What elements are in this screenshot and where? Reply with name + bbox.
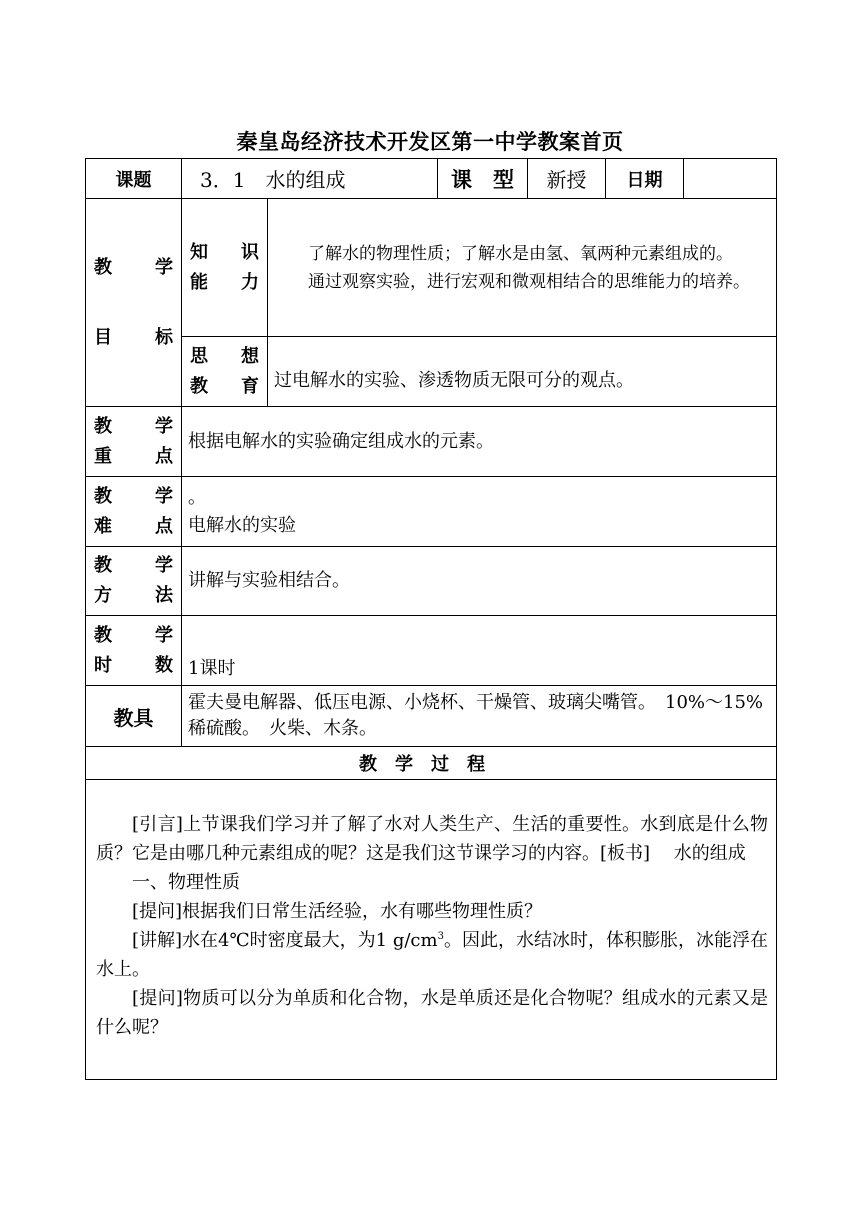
date-value: [684, 159, 777, 199]
method-text: 讲解与实验相结合。: [182, 547, 777, 616]
process-paragraph-explanation: [96, 926, 768, 984]
hours-row: [86, 616, 777, 686]
method-label: [86, 547, 182, 616]
process-body-row: [86, 780, 777, 1080]
equipment-label: 教具: [86, 686, 182, 747]
difficulty-text-line2: 电解水的实验: [188, 514, 296, 536]
page-title: 秦皇岛经济技术开发区第一中学教案首页: [236, 130, 624, 154]
thought-education-text: 过电解水的实验、渗透物质无限可分的观点。: [268, 337, 777, 407]
teaching-goals-label: [86, 199, 182, 407]
difficulty-text-line1: 。: [188, 486, 206, 508]
teaching-goals-label-line2: 目 标: [94, 326, 173, 348]
thought-label-line1: 思 想: [190, 345, 259, 367]
knowledge-text-2: 通过观察实验，进行宏观和微观相结合的思维能力的培养。: [308, 271, 750, 292]
knowledge-label-line1: 知 识: [190, 241, 259, 263]
equipment-row: [86, 686, 777, 747]
knowledge-ability-text: [268, 199, 777, 337]
key-point-label-line1: 教 学: [94, 415, 173, 437]
process-paragraph-question-2: [提问]物质可以分为单质和化合物，水是单质还是化合物呢？组成水的元素又是什么呢？: [96, 988, 769, 1038]
hours-text: 1课时: [182, 616, 777, 686]
lesson-type-label: 课 型: [438, 159, 528, 199]
difficulty-row: [86, 477, 777, 547]
goals-thought-row: [86, 337, 777, 407]
thought-label-line2: 教 育: [190, 375, 259, 397]
teaching-goals-label-line1: 教 学: [94, 256, 173, 278]
process-paragraph-intro: [引言]上节课我们学习并了解了水对人类生产、生活的重要性。水到底是什么物质？它是由哪几种元素组成的呢？这是我们这节课学习的内容。[板书] 水的组成: [96, 814, 769, 864]
method-row: [86, 547, 777, 616]
knowledge-text-1: 了解水的物理性质；了解水是由氢、氧两种元素组成的。: [308, 243, 733, 264]
process-heading-row: [86, 747, 777, 780]
topic-label: 课题: [86, 159, 182, 199]
process-paragraph-question-1: [提问]根据我们日常生活经验，水有哪些物理性质？: [132, 901, 543, 922]
knowledge-label-line2: 能 力: [190, 271, 259, 293]
difficulty-text: [182, 477, 777, 547]
key-point-row: [86, 407, 777, 477]
key-point-text: 根据电解水的实验确定组成水的元素。: [182, 407, 777, 477]
goals-knowledge-row: [86, 199, 777, 337]
hours-label-line2: 时 数: [94, 654, 173, 676]
knowledge-ability-label: [182, 199, 268, 337]
equipment-text: 霍夫曼电解器、低压电源、小烧杯、干燥管、玻璃尖嘴管。 10%～15%稀硫酸。 火柴、木条。: [182, 686, 777, 747]
key-point-label-line2: 重 点: [94, 445, 173, 467]
explanation-text-after: 。因此，水结冰时，体积膨胀，冰能浮在水上。: [96, 930, 769, 980]
explanation-superscript: 3: [437, 931, 444, 942]
lesson-type-value: 新授: [528, 159, 606, 199]
thought-education-label: [182, 337, 268, 407]
method-label-line2: 方 法: [94, 585, 173, 606]
lesson-plan-table: [85, 158, 777, 1080]
hours-label: [86, 616, 182, 686]
hours-label-line1: 教 学: [94, 624, 173, 646]
method-label-line1: 教 学: [94, 555, 173, 576]
process-body: [86, 780, 777, 1080]
difficulty-label: [86, 477, 182, 547]
topic-value: 3．1 水的组成: [182, 159, 438, 199]
topic-row: [86, 159, 777, 199]
explanation-text-before: [讲解]水在4℃时密度最大，为1 g/cm: [132, 930, 438, 951]
difficulty-label-line1: 教 学: [94, 485, 173, 507]
date-label: 日期: [606, 159, 684, 199]
key-point-label: [86, 407, 182, 477]
process-paragraph-section: 一、物理性质: [132, 872, 240, 893]
difficulty-label-line2: 难 点: [94, 515, 173, 537]
process-heading: 教学过程: [86, 747, 777, 780]
